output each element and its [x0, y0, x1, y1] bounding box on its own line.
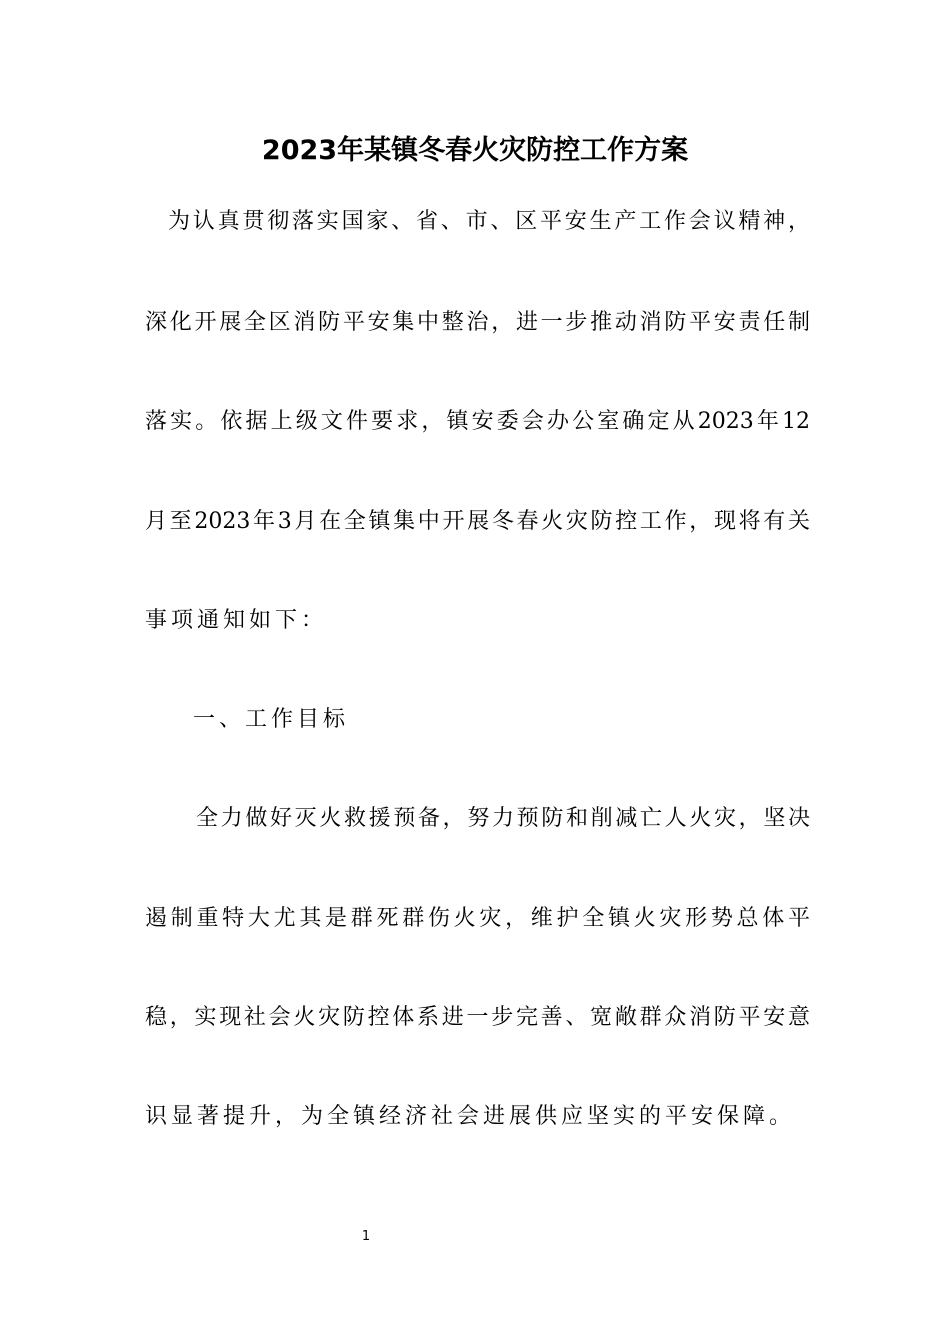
paragraph-line: 月至2023年3月在全镇集中开展冬春火灾防控工作，现将有关 — [145, 509, 810, 534]
paragraph-line: 事项通知如下： — [145, 608, 328, 633]
paragraph-line: 稳，实现社会火灾防控体系进一步完善、宽敞群众消防平安意 — [145, 1005, 810, 1030]
document-title: 2023年某镇冬春火灾防控工作方案 — [261, 135, 689, 166]
section-heading: 一、工作目标 — [193, 707, 350, 732]
paragraph-line: 为认真贯彻落实国家、省、市、区平安生产工作会议精神， — [168, 209, 810, 234]
paragraph-line: 深化开展全区消防平安集中整治，进一步推动消防平安责任制 — [145, 310, 810, 335]
paragraph-line: 遏制重特大尤其是群死群伤火灾，维护全镇火灾形势总体平 — [145, 906, 810, 931]
paragraph-line: 全力做好灭火救援预备，努力预防和削减亡人火灾，坚决 — [196, 806, 810, 831]
paragraph-line: 识显著提升，为全镇经济社会进展供应坚实的平安保障。 — [145, 1104, 796, 1129]
paragraph-line: 落实。依据上级文件要求，镇安委会办公室确定从2023年12 — [145, 409, 810, 434]
page-number: 1 — [361, 1229, 371, 1244]
